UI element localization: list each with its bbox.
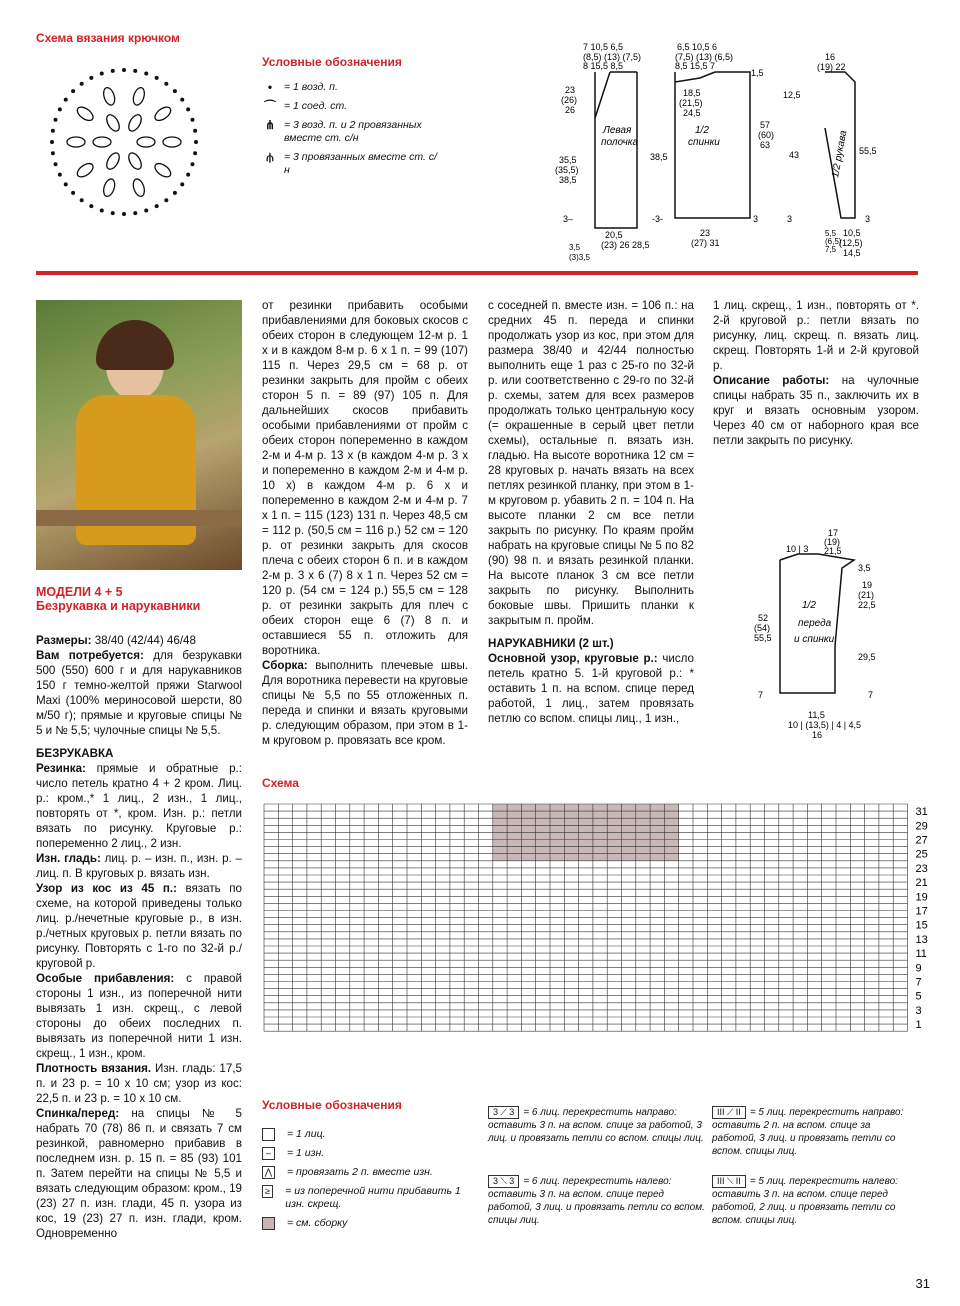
legend-symbol-icon: ⋔ [264,118,276,132]
back-label-2: спинки [688,137,720,148]
svg-text:24,5: 24,5 [683,108,701,118]
cable-symbol-3: ІІІ ⟋ ІІ [712,1106,746,1119]
chain-stitch-icon [190,118,194,122]
svg-text:19: 19 [862,580,873,590]
paragraph-text: для безрукавки 500 (550) 600 г и для нарукавников 150 г темно-желтой пряжи Starwool Maxi (100% мериносовой шерсти, 80 м/50 г); прямые и круговые спицы № 5 и № 5,5; чулочные спицы № 5,5. [36,649,242,737]
svg-text:(23) 26 28,5: (23) 26 28,5 [601,240,650,250]
chain-stitch-icon [186,107,190,111]
chain-stitch-icon [173,89,177,93]
chain-stitch-icon [133,211,137,215]
sleeve-label: 1/2 рукава [830,129,850,179]
row-number: 1 [915,1019,922,1032]
paragraph [36,881,242,971]
legend-item [262,1128,482,1141]
legend-item [262,100,442,113]
cluster-stitch-icon [104,151,122,172]
paragraph [36,1061,242,1106]
chain-stitch-icon [186,173,190,177]
paragraph-text: на чулочные спицы набрать 35 п., заключить их в круг и вязать основным узором. Через 40 см от наборного края все петли закрыть по рисунку. [713,374,919,447]
chain-stitch-icon [80,198,84,202]
cluster-stitch-icon [67,137,85,147]
model-heading [36,585,246,613]
cluster-stitch-icon [153,104,173,123]
cable-symbol-2: 3 ⟍ 3 [488,1175,519,1188]
sleeveless-schematic [750,528,900,743]
half-label-1: 1/2 [802,600,816,611]
paragraph-text: вязать по схеме, на которой приведены только лиц. р./нечетные круговые р., в изн. р./четных круговых р. петли вязать по рисунку. Повторять с 1-го по 32-й р./круговой р. [36,882,242,970]
text-column-4 [713,298,919,448]
chain-stitch-icon [51,129,55,133]
svg-text:14,5: 14,5 [843,248,861,258]
svg-text:43: 43 [789,150,800,160]
paragraph [36,971,242,1061]
svg-text:(27) 31: (27) 31 [691,238,720,248]
garment-schematic [555,38,895,263]
svg-text:23: 23 [565,85,576,95]
svg-text:7,5: 7,5 [825,245,837,254]
legend-item [262,1166,482,1179]
cable-legend-3 [712,1106,917,1158]
cable-text-4: = 5 лиц. перекрестить налево: оставить 3 п. на вспом. спице перед работой, 2 лиц. и провязать петли со вспом. спицы лиц. [712,1176,898,1226]
svg-text:(6,5): (6,5) [825,237,842,246]
legend-text: = 1 соед. ст. [284,100,348,112]
paragraph-lead: Вам потребуется: [36,649,144,662]
paragraph-lead: Изн. гладь: [36,852,101,865]
page-number: 31 [915,1276,930,1291]
cluster-stitch-icon [163,137,181,147]
cluster-stitch-icon [153,161,173,180]
paragraph-text: число петель кратно 5. 1-й круговой р.: * оставить 1 п. на вспом. спице перед работой, 1 лиц., затем провязать петлю со вспом. спицы лиц., 1 изн., [488,652,694,725]
legend-box-icon [262,1128,275,1141]
cluster-stitch-icon [137,137,155,147]
legend-text: = из поперечной нити прибавить 1 изн. скрещ. [285,1185,461,1210]
cable-legend-4 [712,1175,917,1227]
paragraph-text: с правой стороны 1 изн., из поперечной нити вывязать 1 изн. скрещ., с левой стороны до обеих последних п. вывязать из поперечной нити 1 изн. скрещ., 1 изн., кром. [36,972,242,1060]
row-number: 19 [915,891,928,904]
svg-text:20,5: 20,5 [605,230,623,240]
svg-text:21,5: 21,5 [824,546,842,556]
chain-stitch-icon [100,208,104,212]
row-number: 5 [915,990,922,1003]
paragraph-lead: Описание работы: [713,374,830,387]
svg-text:(35,5): (35,5) [555,165,579,175]
svg-text:-3-: -3- [652,214,663,224]
chart-title: Схема [262,776,299,790]
paragraph [36,648,242,738]
row-number: 15 [915,919,928,932]
legend-top [262,55,442,183]
chain-stitch-icon [50,140,54,144]
chain-stitch-icon [58,107,62,111]
model-title-2: Безрукавка и нарукавники [36,599,201,613]
legend-item [262,119,442,145]
paragraph-lead: Особые прибавления: [36,972,175,985]
svg-text:3,5: 3,5 [858,563,871,573]
legend-text: = 1 возд. п. [284,81,338,93]
paragraph [713,373,919,448]
chain-stitch-icon [122,68,126,72]
chain-stitch-icon [133,69,137,73]
svg-text:(26): (26) [561,95,578,105]
svg-text:3–: 3– [563,214,574,224]
paragraph-lead: Сборка: [262,659,308,672]
chain-stitch-icon [64,98,68,102]
svg-text:(54): (54) [754,623,771,633]
model-photo [36,300,242,570]
paragraph-lead: Спинка/перед: [36,1107,120,1120]
text-column-1 [36,633,242,1241]
paragraph [36,761,242,851]
half-label-2: переда [798,618,832,629]
chain-stitch-icon [180,182,184,186]
paragraph-text: от резинки прибавить особыми прибавлениями для боковых скосов с обеих сторон в следующем 12-м р. 1 х и в каждом 8-м р. 6 х 1 п. = 99 (107) 115 п. Через 29,5 см = 68 р. от резинки закрыть для пройм с обеих сторон 5 п. = 89 (97) 105 п. Для дальнейших скосов прибавить особыми прибавлениями от пройм с обеих сторон попеременно в каждом 2-м и 4-м р. 13 х (в каждом 4-м р. 3 х и попеременно в каждом 2-м и 4-м р. 10 х) в каждом 4-м р. 6 х и попеременно в каждом 2-м и 4-м р. 7 х 1 п. = 115 (123) 131 п. Через 48,5 см = 112 р. (50,5 см = 116 р.) 52 см = 120 р. от резинки закрыть для скосов плеча с обеих сторон 6 п. и в каждом 2-м р. 3 х 6 (7) 8 х 1 п. Через 52 см = 120 р. (54 см = 124 р.) 55,5 см = 128 р. от резинки закрыть для плеч с обеих сторон еще 6 (7) 8 п. и оставшиеся 55 п. отложить для воротника. [262,299,468,657]
cluster-stitch-icon [102,178,117,198]
paragraph-text: на спицы № 5 набрать 70 (78) 86 п. и связать 7 см резинкой, равномерно прибавив в последнем изн. р. 15 п. = 85 (93) 101 п. Затем перейти на спицы № 5,5 и вязать следующим образом: кром., 19 (23) 27 п. изн. глади, 45 п. узора из кос, 19 (23) 27 п. изн. глади, кром. Одновременно [36,1107,243,1240]
text-column-2 [262,298,468,748]
paragraph-text: 38/40 (42/44) 46/48 [91,634,196,647]
chain-stitch-icon [51,151,55,155]
cluster-stitch-icon [131,86,146,106]
legend-text: = 3 провязанных вместе ст. с/н [284,151,437,176]
chain-stitch-icon [111,69,115,73]
chain-stitch-icon [155,76,159,80]
svg-text:17: 17 [828,528,839,538]
legend-bottom [262,1098,482,1236]
legend-item [262,81,442,94]
chain-stitch-icon [144,72,148,76]
legend-bottom-title: Условные обозначения [262,1098,402,1112]
paragraph: НАРУКАВНИКИ (2 шт.) [488,637,614,650]
svg-text:11,5: 11,5 [808,710,825,720]
chain-stitch-icon [193,151,197,155]
svg-text:3: 3 [753,214,759,224]
svg-text:3,5: 3,5 [569,243,581,252]
svg-text:(3)3,5: (3)3,5 [569,253,590,262]
legend-top-title: Условные обозначения [262,55,402,69]
svg-text:(19) 22: (19) 22 [817,62,846,72]
chain-stitch-icon [164,198,168,202]
front-label-2: полочка [601,137,639,148]
row-number: 21 [915,877,928,890]
paragraph-lead: Размеры: [36,634,92,647]
legend-symbol-icon: ⫛ [266,150,274,164]
cable-symbol-4: ІІІ ⟍ ІІ [712,1175,746,1188]
legend-box-icon: – [262,1147,275,1160]
svg-text:3: 3 [865,214,871,224]
row-number: 25 [915,848,928,861]
row-number: 17 [915,905,928,918]
cluster-stitch-icon [93,137,111,147]
legend-text: = 1 лиц. [287,1128,326,1140]
text-column-3 [488,298,694,726]
legend-item [262,1147,482,1160]
row-number: 3 [915,1004,922,1017]
row-number: 7 [915,976,922,989]
row-number: 23 [915,862,928,875]
legend-text: = см. сборку [287,1217,348,1229]
svg-text:(7,5) (13) (6,5): (7,5) (13) (6,5) [675,52,734,62]
cable-legend-1 [488,1106,708,1145]
svg-text:12,5: 12,5 [783,90,801,100]
paragraph [713,298,919,373]
crochet-motif [36,50,216,240]
paragraph-lead: Узор из кос из 45 п.: [36,882,177,895]
paragraph-lead: Резинка: [36,762,86,775]
cluster-stitch-icon [75,104,95,123]
model-title-1: МОДЕЛИ 4 + 5 [36,585,123,599]
cluster-stitch-icon [102,86,117,106]
divider [36,271,918,275]
svg-text:35,5: 35,5 [559,155,577,165]
row-number: 27 [915,834,928,847]
chain-stitch-icon [89,204,93,208]
cluster-stitch-icon [75,161,95,180]
chain-stitch-icon [64,182,68,186]
svg-text:16: 16 [825,52,836,62]
svg-text:7: 7 [758,690,764,700]
paragraph [488,298,694,628]
svg-text:7: 7 [868,690,874,700]
half-label-3: и спинки [794,634,835,645]
svg-text:(21): (21) [858,590,875,600]
row-number: 13 [915,933,928,946]
chain-stitch-icon [190,162,194,166]
cluster-stitch-icon [104,113,122,134]
svg-text:22,5: 22,5 [858,600,876,610]
row-number: 9 [915,962,922,975]
cable-text-3: = 5 лиц. перекрестить направо: оставить 2 п. на вспом. спице за работой, 3 лиц. и провязать петли со вспом. спицы лиц. [712,1107,904,1157]
legend-symbol-icon: ⌒ [263,99,276,113]
chain-stitch-icon [193,129,197,133]
svg-text:6,5 10,5 6: 6,5 10,5 6 [677,42,718,52]
chain-stitch-icon [100,72,104,76]
cluster-stitch-icon [126,151,144,172]
cable-text-2: = 6 лиц. перекрестить налево: оставить 3 п. на вспом. спице перед работой, 3 лиц. и провязать петли со вспом. спицы лиц. [488,1176,705,1226]
legend-symbol-icon: • [267,80,273,94]
svg-text:10 | 3: 10 | 3 [786,544,809,554]
svg-text:18,5: 18,5 [683,88,701,98]
svg-text:38,5: 38,5 [559,175,577,185]
svg-text:(12,5): (12,5) [839,238,863,248]
svg-text:8,5 15,5 7: 8,5 15,5 7 [675,61,716,71]
paragraph: БЕЗРУКАВКА [36,747,114,760]
legend-text: = 3 возд. п. и 2 провязанных вместе ст. с/н [284,119,422,144]
svg-text:(60): (60) [758,130,775,140]
paragraph-text: лиц. р. – изн. п., изн. р. – лиц. п. В круговых р. вязать изн. [36,852,242,880]
cluster-stitch-icon [131,178,146,198]
paragraph [488,651,694,726]
paragraph [262,298,468,658]
paragraph-lead: Основной узор, круговые р.: [488,652,658,665]
chain-stitch-icon [173,191,177,195]
svg-text:29,5: 29,5 [858,652,876,662]
paragraph-lead: Плотность вязания. [36,1062,152,1075]
chain-stitch-icon [164,82,168,86]
chain-stitch-icon [144,208,148,212]
knitting-chart [262,800,930,1040]
svg-text:57: 57 [760,120,771,130]
back-label-1: 1/2 [695,125,709,136]
cable-symbol-1: 3 ⟋ 3 [488,1106,519,1119]
svg-text:16: 16 [812,730,823,740]
svg-text:26: 26 [565,105,576,115]
svg-text:3: 3 [787,214,793,224]
paragraph-text: Изн. гладь: 17,5 п. и 23 р. = 10 х 10 см; узор из кос: 22,5 п. и 23 р. = 10 х 10 см. [36,1062,242,1105]
legend-item [262,1185,482,1211]
chain-stitch-icon [54,118,58,122]
legend-text: = провязать 2 п. вместе изн. [287,1166,433,1178]
row-number: 11 [915,948,927,961]
svg-text:5,5: 5,5 [825,229,837,238]
chain-stitch-icon [71,191,75,195]
svg-text:23: 23 [700,228,711,238]
chain-stitch-icon [155,204,159,208]
legend-box-icon: ⋀ [262,1166,275,1179]
chain-stitch-icon [122,212,126,216]
paragraph-text: 1 лиц. скрещ., 1 изн., повторять от *. 2-й круговой р.: петли вязать по рисунку, лиц. скрещ. п. вязать лиц. скрещ. Повторять 1-й и 2-й круговой р. [713,299,919,372]
svg-text:10 | (13,5) | 4 | 4,5: 10 | (13,5) | 4 | 4,5 [788,720,862,730]
cable-text-1: = 6 лиц. перекрестить направо: оставить 3 п. на вспом. спице за работой, 3 лиц. и провязать петли со вспом. спицы лиц. [488,1107,704,1144]
svg-text:(21,5): (21,5) [679,98,703,108]
row-number: 29 [915,820,928,833]
chain-stitch-icon [71,89,75,93]
paragraph [36,633,242,648]
cable-legend-2 [488,1175,708,1227]
legend-item [262,151,442,177]
svg-text:38,5: 38,5 [650,152,668,162]
legend-item [262,1217,482,1230]
legend-box-icon [262,1217,275,1230]
crochet-title: Схема вязания крючком [36,31,180,45]
chain-stitch-icon [180,98,184,102]
paragraph [36,851,242,881]
svg-text:52: 52 [758,613,769,623]
svg-text:8 15,5 8,5: 8 15,5 8,5 [583,61,624,71]
svg-text:7 10,5 6,5: 7 10,5 6,5 [583,42,624,52]
paragraph-text: с соседней п. вместе изн. = 106 п.: на средних 45 п. переда и спинки продолжать узор из кос, при этом для размера 38/40 и 42/44 полностью выполнить еще 1 раз с 25-го по 32-й р. или соответственно с 29-го по 32-й р. схемы, затем для всех размеров продолжать только центральную косу (= окрашенные в серый цвет петли схемы), остальные п. вязать изн. гладью. На высоте воротника 12 см = 28 круговых р. начать вязать на всех петлях резинкой планку, при этом в 1-м круговом р. убавить 2 п. = 104 п. На высоте планки 2 см все петли закрыть по рисунку. По краям пройм набрать на круговые спицы № 5 по 82 (90) 98 п. и вязать резинкой планки. На высоте планок 3 см все петли закрыть по рисунку. Выполнить боковые швы. Пришить планки к закрытым п. пройм. [488,299,694,627]
paragraph-text: выполнить плечевые швы. Для воротника перевести на круговые спицы № 5,5 по 55 отложенных п. переда и спинки и вязать круговыми р. следующим образом, при этом в 1-м круговом р. провязать все кром. [262,659,468,747]
paragraph [36,1106,242,1241]
front-label-1: Левая [603,125,632,136]
svg-text:55,5: 55,5 [859,146,877,156]
paragraph [262,658,468,748]
legend-text: = 1 изн. [287,1147,325,1159]
cluster-stitch-icon [126,113,144,134]
chain-stitch-icon [194,140,198,144]
svg-text:(19): (19) [824,537,841,547]
chain-stitch-icon [54,162,58,166]
chain-stitch-icon [111,211,115,215]
svg-text:55,5: 55,5 [754,633,772,643]
legend-box-icon: ≥ [262,1185,273,1198]
svg-text:(8,5) (13) (7,5): (8,5) (13) (7,5) [583,52,642,62]
row-number: 31 [915,806,928,819]
chain-stitch-icon [80,82,84,86]
svg-text:10,5: 10,5 [843,228,861,238]
chain-stitch-icon [58,173,62,177]
svg-text:1,5: 1,5 [751,68,764,78]
chain-stitch-icon [89,76,93,80]
paragraph-text: прямые и обратные р.: число петель кратно 4 + 2 кром. Лиц. р.: кром.,* 1 лиц., 2 изн., 1 лиц., повторять от *, кром. Изн. р.: петли вязать по рисунку. Круговые р.: попеременно 2 лиц., 2 изн. [36,762,242,850]
svg-text:63: 63 [760,140,771,150]
